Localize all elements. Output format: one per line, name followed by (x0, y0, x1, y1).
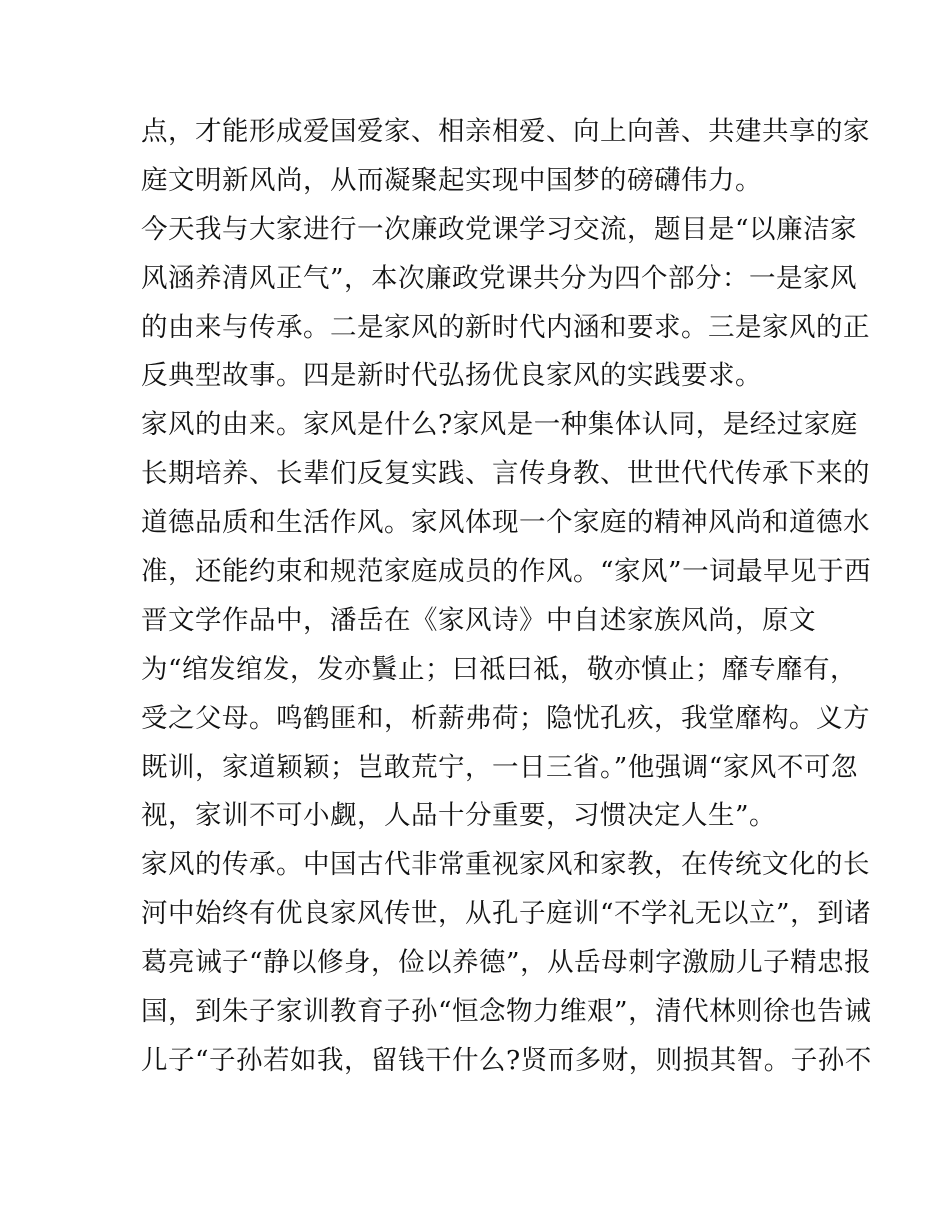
text-line: 受之父母。鸣鹤匪和，析薪弗荷；隐忧孔疚，我堂靡构。义方 (141, 702, 870, 734)
text-line: 道德品质和生活作风。家风体现一个家庭的精神风尚和道德水 (141, 507, 870, 539)
text-line: 国，到朱子家训教育子孙“恒念物力维艰”，清代林则徐也告诫 (141, 996, 872, 1028)
text-line: 家风的传承。中国古代非常重视家风和家教，在传统文化的长 (141, 849, 870, 881)
text-line: 视，家训不可小觑，人品十分重要，习惯决定人生”。 (141, 800, 777, 832)
text-line: 庭文明新风尚，从而凝聚起实现中国梦的磅礴伟力。 (141, 164, 762, 196)
text-line: 家风的由来。家风是什么?家风是一种集体认同，是经过家庭 (141, 409, 858, 441)
text-line: 晋文学作品中，潘岳在《家风诗》中自述家族风尚，原文 (141, 604, 816, 636)
text-line: 为“绾发绾发，发亦鬒止；曰祗曰祗，敬亦慎止；靡专靡有， (141, 653, 858, 685)
text-line: 儿子“子孙若如我，留钱干什么?贤而多财，则损其智。子孙不 (141, 1044, 872, 1076)
text-line: 反典型故事。四是新时代弘扬优良家风的实践要求。 (141, 360, 762, 392)
body-text (141, 108, 872, 1086)
text-line: 的由来与传承。二是家风的新时代内涵和要求。三是家风的正 (141, 311, 870, 343)
text-line: 今天我与大家进行一次廉政党课学习交流，题目是“以廉洁家 (141, 213, 858, 245)
text-line: 准，还能约束和规范家庭成员的作风。“家风”一词最早见于西 (141, 556, 872, 588)
text-line: 既训，家道颖颖；岂敢荒宁，一日三省。”他强调“家风不可忽 (141, 751, 858, 783)
text-line: 点，才能形成爱国爱家、相亲相爱、向上向善、共建共享的家 (141, 116, 870, 147)
text-line: 长期培养、长辈们反复实践、言传身教、世世代代传承下来的 (141, 458, 870, 490)
text-line: 葛亮诫子“静以修身，俭以养德”，从岳母刺字激励儿子精忠报 (141, 947, 872, 979)
text-line: 河中始终有优良家风传世，从孔子庭训“不学礼无以立”，到诸 (141, 898, 872, 930)
text-line: 风涵养清风正气”，本次廉政党课共分为四个部分：一是家风 (141, 262, 858, 294)
